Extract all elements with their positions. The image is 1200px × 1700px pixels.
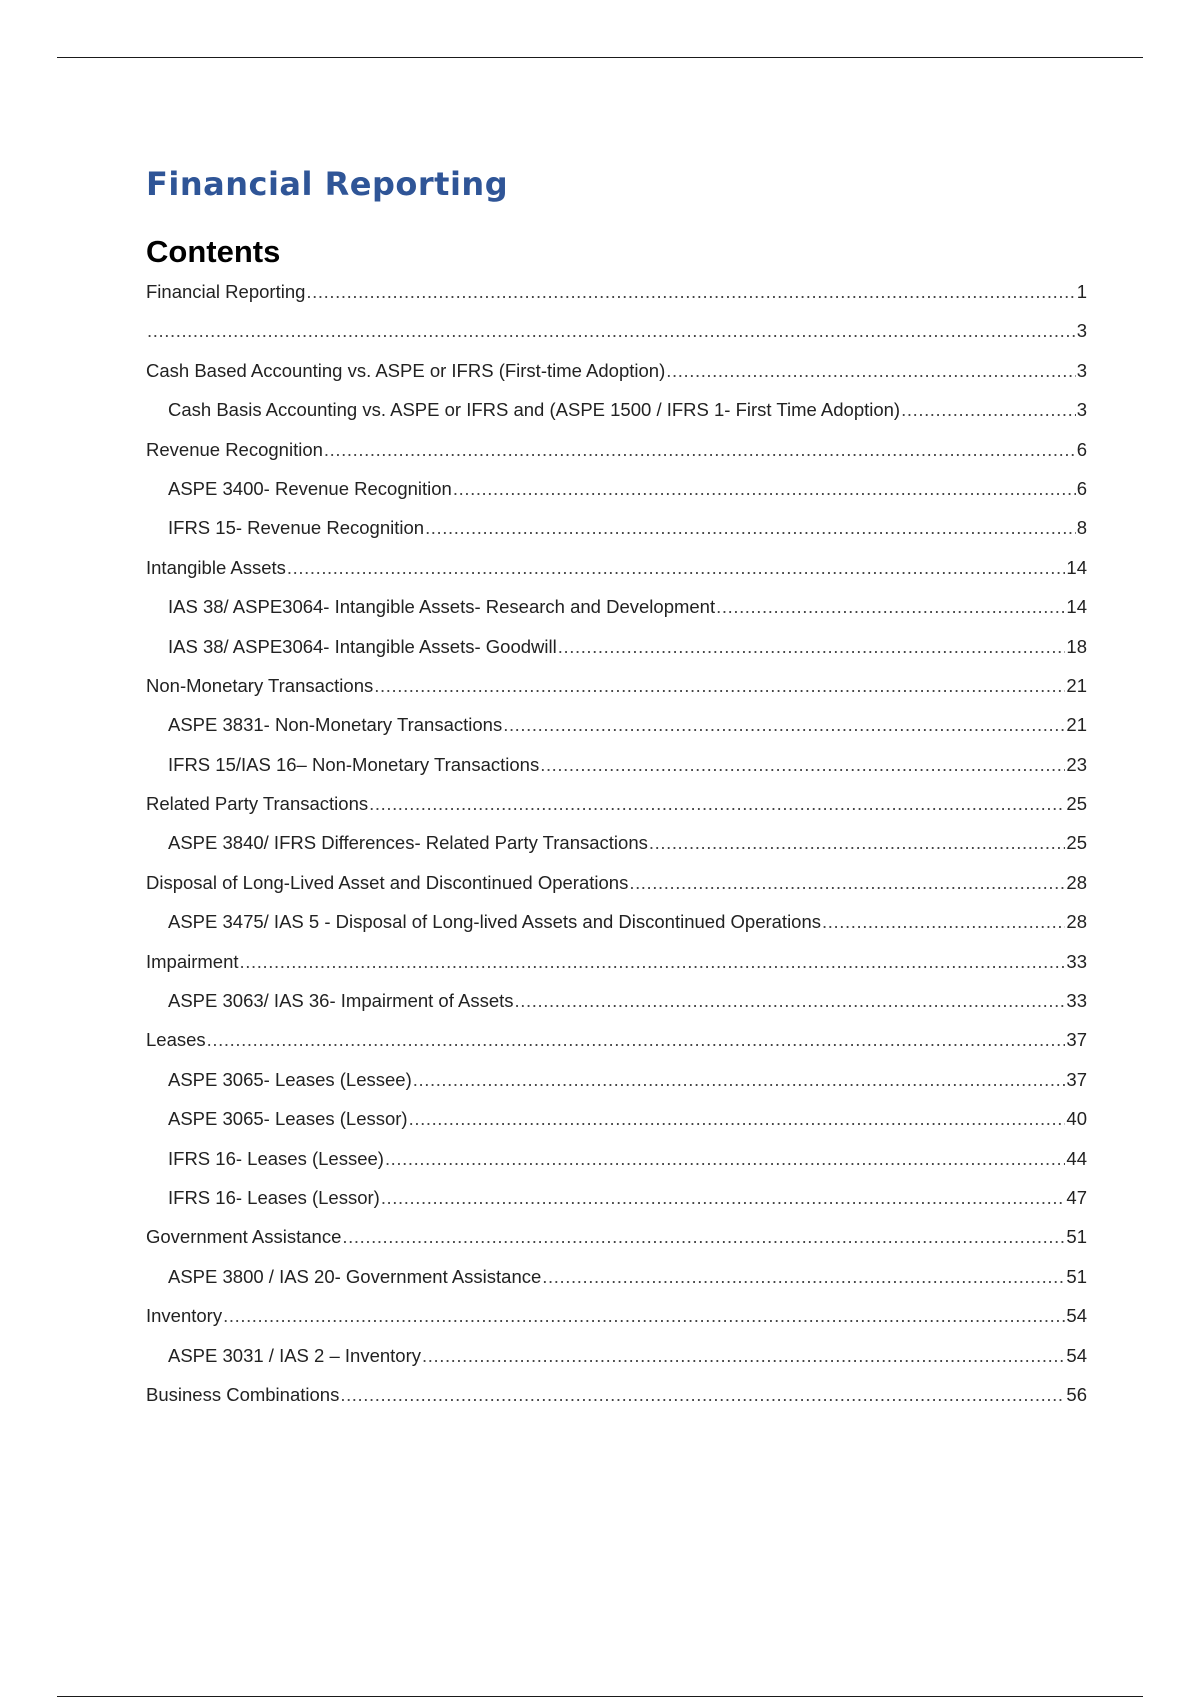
toc-dot-leader — [381, 1187, 1066, 1209]
toc-entry[interactable] — [146, 1384, 1087, 1423]
toc-entry[interactable] — [146, 911, 1087, 950]
toc-entry[interactable] — [146, 636, 1087, 675]
toc-dot-leader — [207, 1029, 1066, 1051]
toc-entry-title: Impairment — [146, 950, 239, 972]
toc-entry[interactable] — [146, 990, 1087, 1029]
toc-entry[interactable] — [146, 1226, 1087, 1265]
toc-dot-leader — [503, 714, 1065, 736]
toc-page-number: 33 — [1066, 950, 1087, 972]
toc-entry-title: ASPE 3800 / IAS 20- Government Assistance — [168, 1265, 542, 1287]
toc-entry[interactable] — [146, 360, 1087, 399]
toc-entry-title: Non-Monetary Transactions — [146, 674, 374, 696]
toc-entry[interactable] — [146, 1148, 1087, 1187]
toc-dot-leader — [453, 478, 1076, 500]
toc-page-number: 25 — [1066, 832, 1087, 854]
toc-page-number: 8 — [1076, 517, 1087, 539]
toc-dot-leader — [409, 1108, 1066, 1130]
toc-page-number: 3 — [1076, 320, 1087, 342]
toc-entry[interactable] — [146, 951, 1087, 990]
toc-entry[interactable] — [146, 1108, 1087, 1147]
toc-entry-title: Inventory — [146, 1305, 223, 1327]
toc-page-number: 37 — [1066, 1029, 1087, 1051]
toc-entry[interactable] — [146, 872, 1087, 911]
toc-entry-title: Related Party Transactions — [146, 793, 369, 815]
toc-entry-title: Revenue Recognition — [146, 438, 323, 460]
toc-dot-leader — [147, 320, 1076, 342]
document-title: Financial Reporting — [146, 165, 509, 203]
toc-page-number: 1 — [1076, 281, 1087, 302]
toc-entry[interactable] — [146, 320, 1087, 359]
toc-dot-leader — [340, 1384, 1065, 1406]
toc-dot-leader — [306, 281, 1075, 303]
toc-entry[interactable] — [146, 439, 1087, 478]
toc-entry-title: Leases — [146, 1029, 206, 1051]
toc-page-number: 6 — [1076, 438, 1087, 460]
toc-page-number: 28 — [1066, 911, 1087, 933]
toc-dot-leader — [422, 1345, 1065, 1367]
toc-dot-leader — [901, 399, 1076, 421]
toc-entry[interactable] — [146, 281, 1087, 320]
toc-page-number: 47 — [1066, 1186, 1087, 1208]
header-rule — [57, 57, 1143, 58]
toc-dot-leader — [342, 1226, 1065, 1248]
toc-entry-title: IFRS 15/IAS 16– Non-Monetary Transactions — [168, 753, 540, 775]
toc-page-number: 37 — [1066, 1068, 1087, 1090]
toc-page-number: 56 — [1066, 1383, 1087, 1405]
toc-dot-leader — [385, 1148, 1065, 1170]
toc-page-number: 14 — [1066, 556, 1087, 578]
toc-page-number: 14 — [1066, 596, 1087, 618]
toc-entry[interactable] — [146, 1305, 1087, 1344]
toc-entry-title: ASPE 3475/ IAS 5 - Disposal of Long-lived Assets and Discontinued Operations — [168, 911, 822, 933]
toc-entry[interactable] — [146, 1029, 1087, 1068]
table-of-contents — [146, 281, 1087, 1423]
toc-page-number: 23 — [1066, 753, 1087, 775]
toc-entry-title: IFRS 16- Leases (Lessor) — [168, 1186, 380, 1208]
toc-entry-title: IAS 38/ ASPE3064- Intangible Assets- Research and Development — [168, 596, 716, 618]
toc-page-number: 51 — [1066, 1226, 1087, 1248]
toc-entry-title: IAS 38/ ASPE3064- Intangible Assets- Goodwill — [168, 635, 557, 657]
toc-entry[interactable] — [146, 517, 1087, 556]
toc-entry-title: ASPE 3400- Revenue Recognition — [168, 477, 452, 499]
toc-page-number: 21 — [1066, 674, 1087, 696]
toc-dot-leader — [425, 517, 1076, 539]
toc-page-number: 21 — [1066, 714, 1087, 736]
toc-entry-title: Financial Reporting — [146, 281, 306, 302]
toc-entry[interactable] — [146, 1345, 1087, 1384]
toc-dot-leader — [540, 754, 1065, 776]
toc-entry-title: IFRS 16- Leases (Lessee) — [168, 1147, 384, 1169]
toc-entry-title: Business Combinations — [146, 1383, 340, 1405]
toc-page-number: 25 — [1066, 793, 1087, 815]
toc-page-number: 40 — [1066, 1108, 1087, 1130]
toc-entry-title: Intangible Assets — [146, 556, 286, 578]
toc-entry-title: ASPE 3065- Leases (Lessor) — [168, 1108, 408, 1130]
toc-dot-leader — [822, 911, 1065, 933]
toc-entry[interactable] — [146, 399, 1087, 438]
toc-page-number: 44 — [1066, 1147, 1087, 1169]
toc-dot-leader — [515, 990, 1066, 1012]
toc-dot-leader — [374, 675, 1065, 697]
toc-page-number: 3 — [1076, 399, 1087, 421]
toc-dot-leader — [629, 872, 1065, 894]
toc-entry-title: ASPE 3063/ IAS 36- Impairment of Assets — [168, 990, 514, 1012]
toc-dot-leader — [542, 1266, 1065, 1288]
toc-entry[interactable] — [146, 1187, 1087, 1226]
toc-entry-title: ASPE 3840/ IFRS Differences- Related Party Transactions — [168, 832, 648, 854]
toc-entry[interactable] — [146, 1266, 1087, 1305]
toc-entry-title: IFRS 15- Revenue Recognition — [168, 517, 425, 539]
toc-dot-leader — [369, 793, 1065, 815]
toc-page-number: 6 — [1076, 477, 1087, 499]
toc-entry[interactable] — [146, 478, 1087, 517]
toc-heading: Contents — [146, 234, 281, 269]
toc-page-number: 54 — [1066, 1344, 1087, 1366]
toc-entry[interactable] — [146, 832, 1087, 871]
toc-page-number: 28 — [1066, 871, 1087, 893]
toc-dot-leader — [666, 360, 1075, 382]
toc-dot-leader — [649, 832, 1066, 854]
toc-entry[interactable] — [146, 675, 1087, 714]
toc-dot-leader — [240, 951, 1066, 973]
toc-page-number: 54 — [1066, 1305, 1087, 1327]
footer-rule — [57, 1696, 1143, 1697]
toc-dot-leader — [287, 557, 1066, 579]
toc-dot-leader — [558, 636, 1066, 658]
toc-entry[interactable] — [146, 596, 1087, 635]
toc-entry-title: ASPE 3065- Leases (Lessee) — [168, 1068, 412, 1090]
toc-entry-title: Cash Based Accounting vs. ASPE or IFRS (First-time Adoption) — [146, 359, 666, 381]
toc-entry[interactable] — [146, 793, 1087, 832]
toc-dot-leader — [223, 1305, 1065, 1327]
toc-entry[interactable] — [146, 1069, 1087, 1108]
toc-dot-leader — [413, 1069, 1066, 1091]
toc-entry-title: ASPE 3831- Non-Monetary Transactions — [168, 714, 503, 736]
toc-page-number: 33 — [1066, 990, 1087, 1012]
toc-entry-title: ASPE 3031 / IAS 2 – Inventory — [168, 1344, 421, 1366]
toc-entry[interactable] — [146, 754, 1087, 793]
toc-entry-title: Disposal of Long-Lived Asset and Discontinued Operations — [146, 871, 629, 893]
toc-entry-title: Government Assistance — [146, 1226, 342, 1248]
toc-page-number: 3 — [1076, 359, 1087, 381]
toc-page-number: 18 — [1066, 635, 1087, 657]
toc-page-number: 51 — [1066, 1265, 1087, 1287]
toc-dot-leader — [716, 596, 1065, 618]
toc-entry[interactable] — [146, 714, 1087, 753]
toc-entry[interactable] — [146, 557, 1087, 596]
toc-dot-leader — [324, 439, 1076, 461]
toc-entry-title: Cash Basis Accounting vs. ASPE or IFRS and (ASPE 1500 / IFRS 1- First Time Adoption) — [168, 399, 901, 421]
